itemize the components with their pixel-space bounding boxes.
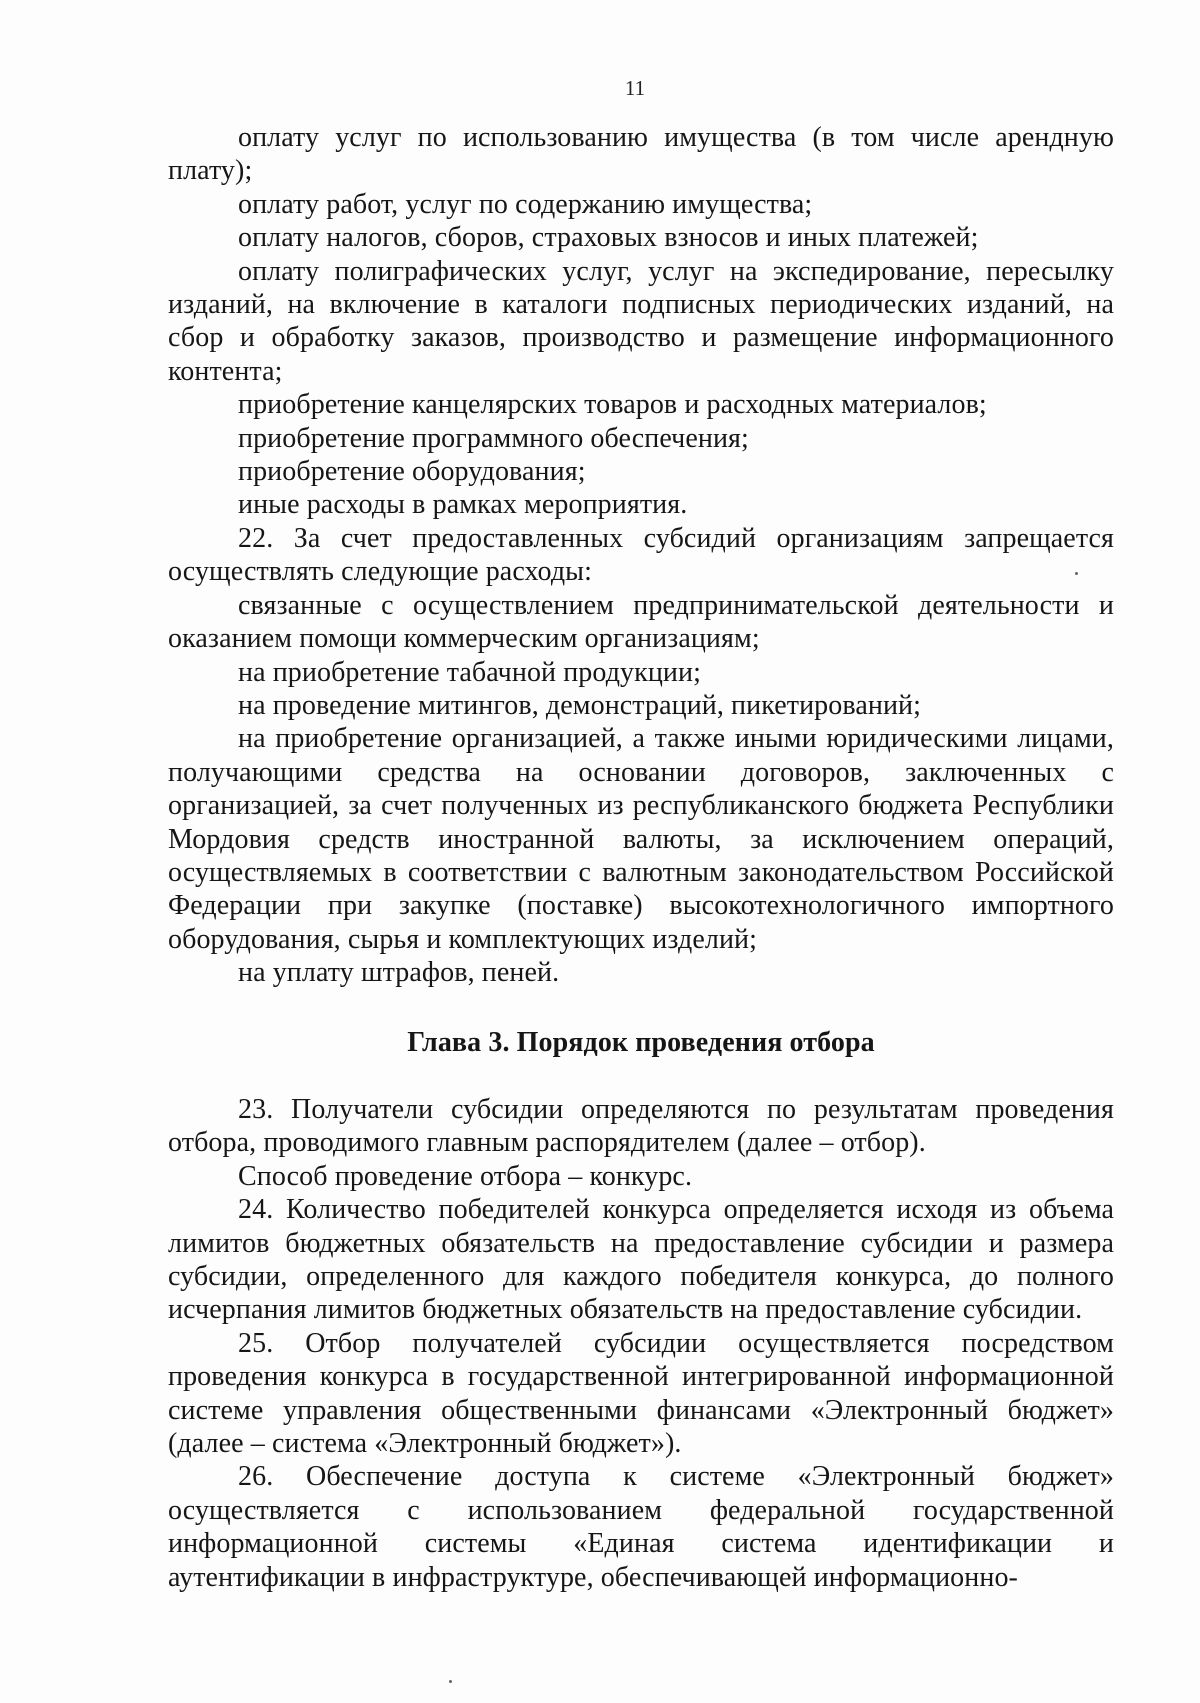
page-number: 11 (624, 76, 646, 100)
paragraph: приобретение оборудования; (238, 456, 586, 488)
paragraph-22: 22. За счет предоставленных субсидий организациям запрещается осуществлять следующие расходы: (168, 522, 1114, 588)
scan-speck (1075, 572, 1078, 575)
paragraph-25: 25. Отбор получателей субсидии осуществляется посредством проведения конкурса в государственной интегрированной информационной системе управления общественными финансами «Электронный бюджет» (далее – система «Электронный бюджет»). (168, 1327, 1114, 1460)
paragraph: связанные с осуществлением предпринимательской деятельности и оказанием помощи коммерческим организациям; (168, 589, 1114, 655)
paragraph: на приобретение табачной продукции; (238, 656, 701, 688)
paragraph: на уплату штрафов, пеней. (238, 957, 560, 989)
scan-speck (449, 1680, 452, 1683)
paragraph: оплату налогов, сборов, страховых взносов и иных платежей; (238, 222, 979, 254)
paragraph: на приобретение организацией, а также иными юридическими лицами, получающими средства на основании договоров, заключенных с организацией, за счет полученных из республиканского бюджета Республики Мордовия средств иностранной валюты, за исключением операций, осуществляемых в соответствии с валютным законодательством Российской Федерации при закупке (поставке) высокотехнологичного импортного оборудования, сырья и комплектующих изделий; (168, 723, 1114, 955)
paragraph: Способ проведение отбора – конкурс. (238, 1160, 693, 1192)
document-body (168, 121, 1114, 1594)
paragraph: оплату полиграфических услуг, услуг на экспедирование, пересылку изданий, на включение в каталоги подписных периодических изданий, на сбор и обработку заказов, производство и размещение информационного контента; (168, 255, 1114, 387)
chapter-heading: Глава 3. Порядок проведения отбора (407, 1026, 875, 1058)
paragraph: оплату работ, услуг по содержанию имущества; (238, 188, 813, 220)
paragraph: иные расходы в рамках мероприятия. (238, 489, 688, 521)
paragraph-24: 24. Количество победителей конкурса определяется исходя из объема лимитов бюджетных обязательств на предоставление субсидии и размера субсидии, определенного для каждого победителя конкурса, до полного исчерпания лимитов бюджетных обязательств на предоставление субсидии. (168, 1194, 1114, 1326)
paragraph: оплату услуг по использованию имущества (в том числе арендную плату); (168, 122, 1114, 187)
paragraph-23: 23. Получатели субсидии определяются по результатам проведения отбора, проводимого главным распорядителем (далее – отбор). (168, 1093, 1114, 1159)
paragraph: приобретение программного обеспечения; (238, 422, 749, 454)
paragraph-26: 26. Обеспечение доступа к системе «Электронный бюджет» осуществляется с использованием федеральной государственной информационной системы «Единая система идентификации и аутентификации в инфраструктуре, обеспечивающей информационно- (168, 1461, 1114, 1593)
paragraph: на проведение митингов, демонстраций, пикетирований; (238, 689, 921, 721)
paragraph: приобретение канцелярских товаров и расходных материалов; (238, 389, 987, 421)
